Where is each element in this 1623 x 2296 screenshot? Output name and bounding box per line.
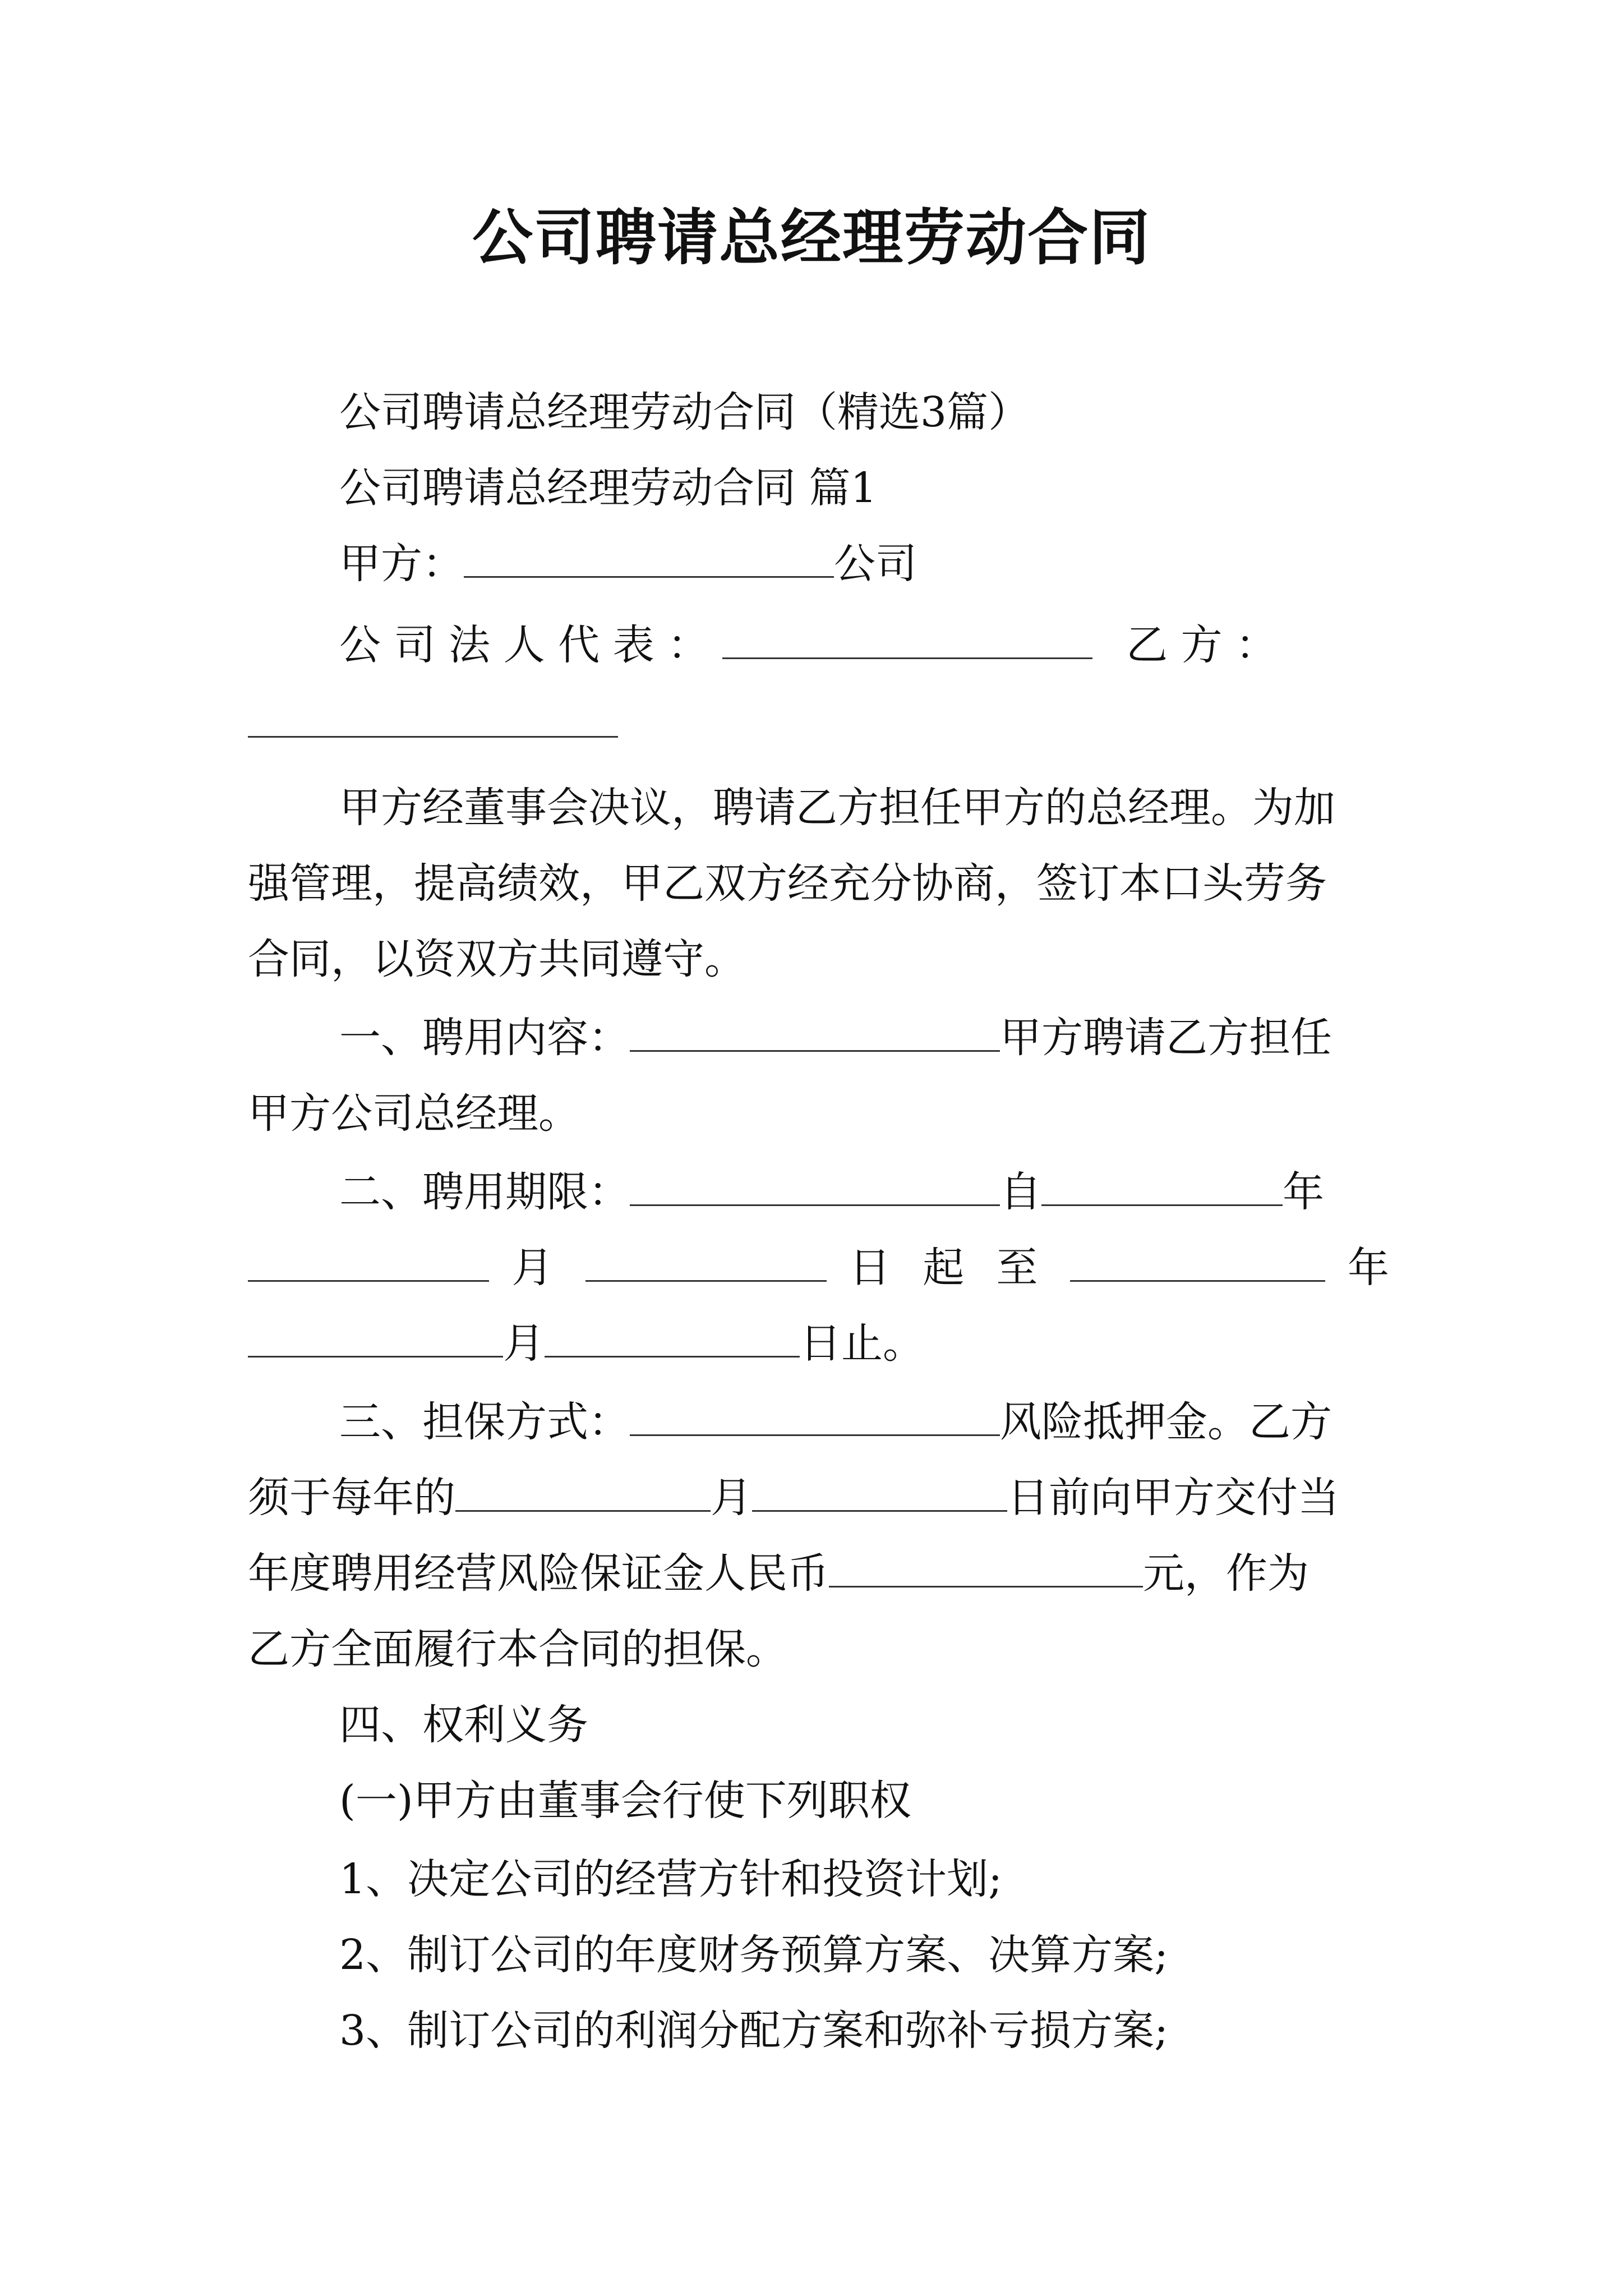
intro-line-3: 合同，以资双方共同遵守。 bbox=[248, 935, 746, 983]
section2-ri-zhi: 日止。 bbox=[800, 1319, 924, 1368]
section3-blank-2 bbox=[455, 1479, 711, 1512]
section4-sub1: (一)甲方由董事会行使下列职权 bbox=[339, 1777, 911, 1825]
section3-text: 风险抵押金。乙方 bbox=[1000, 1398, 1332, 1446]
section3-blank-1 bbox=[630, 1403, 1000, 1436]
section1-line-1 bbox=[339, 1010, 1461, 1066]
section2-blank-1 bbox=[630, 1173, 1000, 1206]
section2-line-1 bbox=[339, 1164, 1461, 1220]
section2-blank-4 bbox=[585, 1249, 827, 1282]
section3-line-4: 乙方全面履行本合同的担保。 bbox=[248, 1625, 787, 1673]
section3-line2-yue: 月 bbox=[711, 1474, 752, 1522]
intro-line-1: 甲方经董事会决议，聘请乙方担任甲方的总经理。为加 bbox=[339, 784, 1335, 832]
section3-line3-prefix: 年度聘用经营风险保证金人民币 bbox=[248, 1549, 829, 1598]
section2-blank-2 bbox=[1041, 1173, 1283, 1206]
section1-label: 一、聘用内容： bbox=[339, 1014, 630, 1062]
section2-line-2 bbox=[248, 1240, 1389, 1296]
section3-line-3 bbox=[248, 1545, 1370, 1602]
legal-rep-label: 公 司 法 人 代 表 ： bbox=[339, 621, 709, 669]
document-title: 公司聘请总经理劳动合同 bbox=[472, 203, 1151, 273]
party-b-label: 乙 方 ： bbox=[1126, 621, 1278, 669]
party-a-suffix: 公司 bbox=[834, 540, 917, 588]
subtitle: 公司聘请总经理劳动合同（精选3篇） bbox=[339, 388, 1030, 436]
section3-line2-prefix: 须于每年的 bbox=[248, 1474, 455, 1522]
section2-zi: 自 bbox=[1000, 1168, 1041, 1216]
section1-text: 甲方聘请乙方担任 bbox=[1000, 1014, 1332, 1062]
section2-blank-3 bbox=[248, 1249, 489, 1282]
section3-blank-3 bbox=[752, 1479, 1007, 1512]
party-b-line bbox=[248, 696, 1370, 752]
section2-nian: 年 bbox=[1283, 1168, 1324, 1216]
section3-line2-suffix: 日前向甲方交付当 bbox=[1007, 1474, 1339, 1522]
section1-line-2: 甲方公司总经理。 bbox=[248, 1089, 580, 1138]
section3-label: 三、担保方式： bbox=[339, 1398, 630, 1446]
section3-line-1 bbox=[339, 1394, 1461, 1450]
section1-blank bbox=[630, 1019, 1000, 1052]
section4-item-2: 2、制订公司的年度财务预算方案、决算方案; bbox=[339, 1931, 1169, 1979]
legal-rep-blank bbox=[722, 626, 1092, 659]
section2-nian-2: 年 bbox=[1348, 1244, 1389, 1292]
section2-label: 二、聘用期限： bbox=[339, 1168, 630, 1216]
legal-rep-line bbox=[339, 617, 1377, 673]
section2-blank-7 bbox=[545, 1324, 800, 1358]
section3-blank-4 bbox=[829, 1554, 1143, 1588]
section4-label: 四、权利义务 bbox=[339, 1701, 588, 1749]
section2-yue-2: 月 bbox=[503, 1319, 545, 1368]
party-a-line bbox=[339, 536, 1461, 592]
section2-blank-5 bbox=[1070, 1249, 1325, 1282]
intro-line-2: 强管理，提高绩效，甲乙双方经充分协商，签订本口头劳务 bbox=[248, 859, 1327, 908]
section2-line-3 bbox=[248, 1315, 1370, 1372]
part-heading: 公司聘请总经理劳动合同 篇1 bbox=[339, 464, 877, 512]
party-b-blank bbox=[248, 705, 618, 738]
section2-ri-qi-zhi: 日 起 至 bbox=[849, 1244, 1048, 1292]
party-a-label: 甲方： bbox=[339, 540, 464, 588]
section3-line-2 bbox=[248, 1470, 1370, 1526]
section3-line3-suffix: 元，作为 bbox=[1143, 1549, 1309, 1598]
party-a-blank bbox=[464, 545, 834, 578]
section4-item-1: 1、决定公司的经营方针和投资计划; bbox=[339, 1855, 1003, 1903]
section4-item-3: 3、制订公司的利润分配方案和弥补亏损方案; bbox=[339, 2007, 1169, 2055]
section2-yue: 月 bbox=[511, 1244, 563, 1292]
section2-blank-6 bbox=[248, 1324, 503, 1358]
